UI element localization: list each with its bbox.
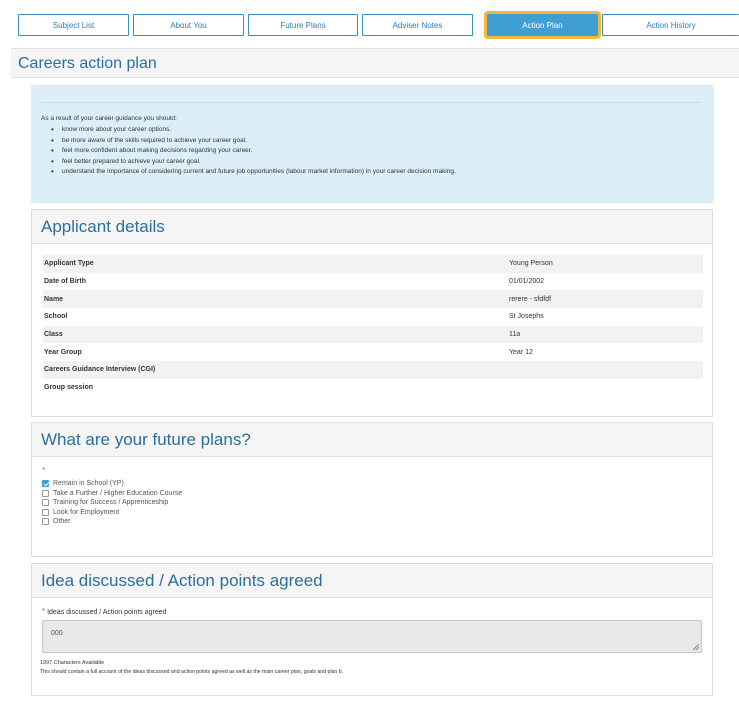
row-label: Class (43, 326, 508, 344)
info-bullet: • know more about your career options. (51, 125, 456, 136)
option-label: Other (53, 518, 71, 526)
option-look-for-employment[interactable] (42, 508, 182, 518)
row-value: 11a (508, 326, 703, 344)
ideas-header (32, 564, 712, 598)
tab-action-plan[interactable]: Action Plan (487, 14, 598, 36)
characters-available: 1997 Characters Available (40, 660, 105, 666)
option-remain-in-school[interactable] (42, 479, 182, 489)
row-value (508, 361, 703, 379)
guidance-info-box (31, 85, 714, 203)
tab-bar (18, 14, 739, 36)
future-plans-options (42, 479, 182, 527)
checkbox[interactable] (42, 518, 49, 525)
table-row (43, 326, 703, 344)
ideas-title: Idea discussed / Action points agreed (41, 571, 323, 590)
ideas-panel (31, 563, 713, 696)
option-label: Take a Further / Higher Education Course (53, 489, 183, 497)
row-value: St Josephs (509, 313, 544, 321)
tab-action-history[interactable]: Action History (602, 14, 739, 36)
info-lead-text: As a result of your career guidance you should: (41, 115, 177, 122)
option-further-education[interactable] (42, 489, 182, 499)
info-bullet: • understand the importance of considering current and future job opportunities (labour market information) in your career decision making. (51, 167, 456, 178)
option-label: Training for Success / Apprenticeship (53, 499, 169, 507)
table-row (43, 361, 703, 379)
future-plans-panel (31, 422, 713, 557)
table-row (43, 290, 703, 308)
row-value: Year 12 (509, 348, 533, 356)
info-divider (41, 102, 701, 103)
ideas-field-label (42, 607, 167, 616)
applicant-details-title: Applicant details (41, 217, 165, 236)
row-label: Careers Guidance Interview (CGI) (43, 361, 508, 379)
checkbox[interactable] (42, 499, 49, 506)
applicant-details-panel (31, 209, 713, 417)
row-value: Young Person (508, 255, 703, 273)
table-row (43, 255, 703, 273)
table-row (43, 379, 703, 397)
resize-handle-icon[interactable] (693, 644, 699, 650)
ideas-hint-text: This should contain a full account of the ideas discussed and action points agreed as well as the main career plan, goals and plan b. (40, 669, 344, 675)
info-bullet: • feel better prepared to achieve your career goal. (51, 157, 456, 168)
checkbox-checked[interactable] (42, 480, 49, 487)
option-label: Remain in School (YP) (53, 480, 124, 488)
ideas-label-text: Ideas discussed / Action points agreed (47, 609, 167, 616)
row-label: Date of Birth (44, 278, 86, 286)
future-plans-title: What are your future plans? (41, 430, 251, 449)
table-row (43, 343, 703, 361)
required-marker: * (42, 466, 46, 475)
tab-adviser-notes[interactable]: Adviser Notes (362, 14, 473, 36)
row-value (508, 379, 703, 397)
page-header (11, 48, 739, 78)
row-label: Name (43, 290, 508, 308)
required-marker: * (42, 607, 46, 616)
row-value: 01/01/2002 (509, 278, 545, 286)
option-other[interactable] (42, 517, 182, 527)
info-bullet: • feel more confident about making decisions regarding your career. (51, 146, 456, 157)
page-title: Careers action plan (18, 55, 157, 72)
ideas-textarea[interactable] (42, 620, 702, 653)
applicant-details-table (43, 255, 703, 397)
row-label: Group session (44, 384, 94, 392)
row-label: Year Group (44, 348, 82, 356)
future-plans-header (32, 423, 712, 457)
row-label: Applicant Type (43, 255, 508, 273)
option-label: Look for Employment (53, 508, 120, 516)
tab-about-you[interactable]: About You (133, 14, 244, 36)
tab-future-plans[interactable]: Future Plans (248, 14, 358, 36)
applicant-details-header (32, 210, 712, 244)
checkbox[interactable] (42, 490, 49, 497)
info-bullet-list (51, 125, 456, 178)
table-row (43, 308, 703, 326)
option-training-apprenticeship[interactable] (42, 498, 182, 508)
ideas-textarea-value: 000 (51, 630, 63, 637)
tab-subject-list[interactable]: Subject List (18, 14, 129, 36)
checkbox[interactable] (42, 509, 49, 516)
table-row (43, 273, 703, 291)
info-bullet: • be more aware of the skills required to achieve your career goal. (51, 136, 456, 147)
row-label: School (44, 313, 68, 321)
row-value: rerere - sfdfdf (508, 290, 703, 308)
